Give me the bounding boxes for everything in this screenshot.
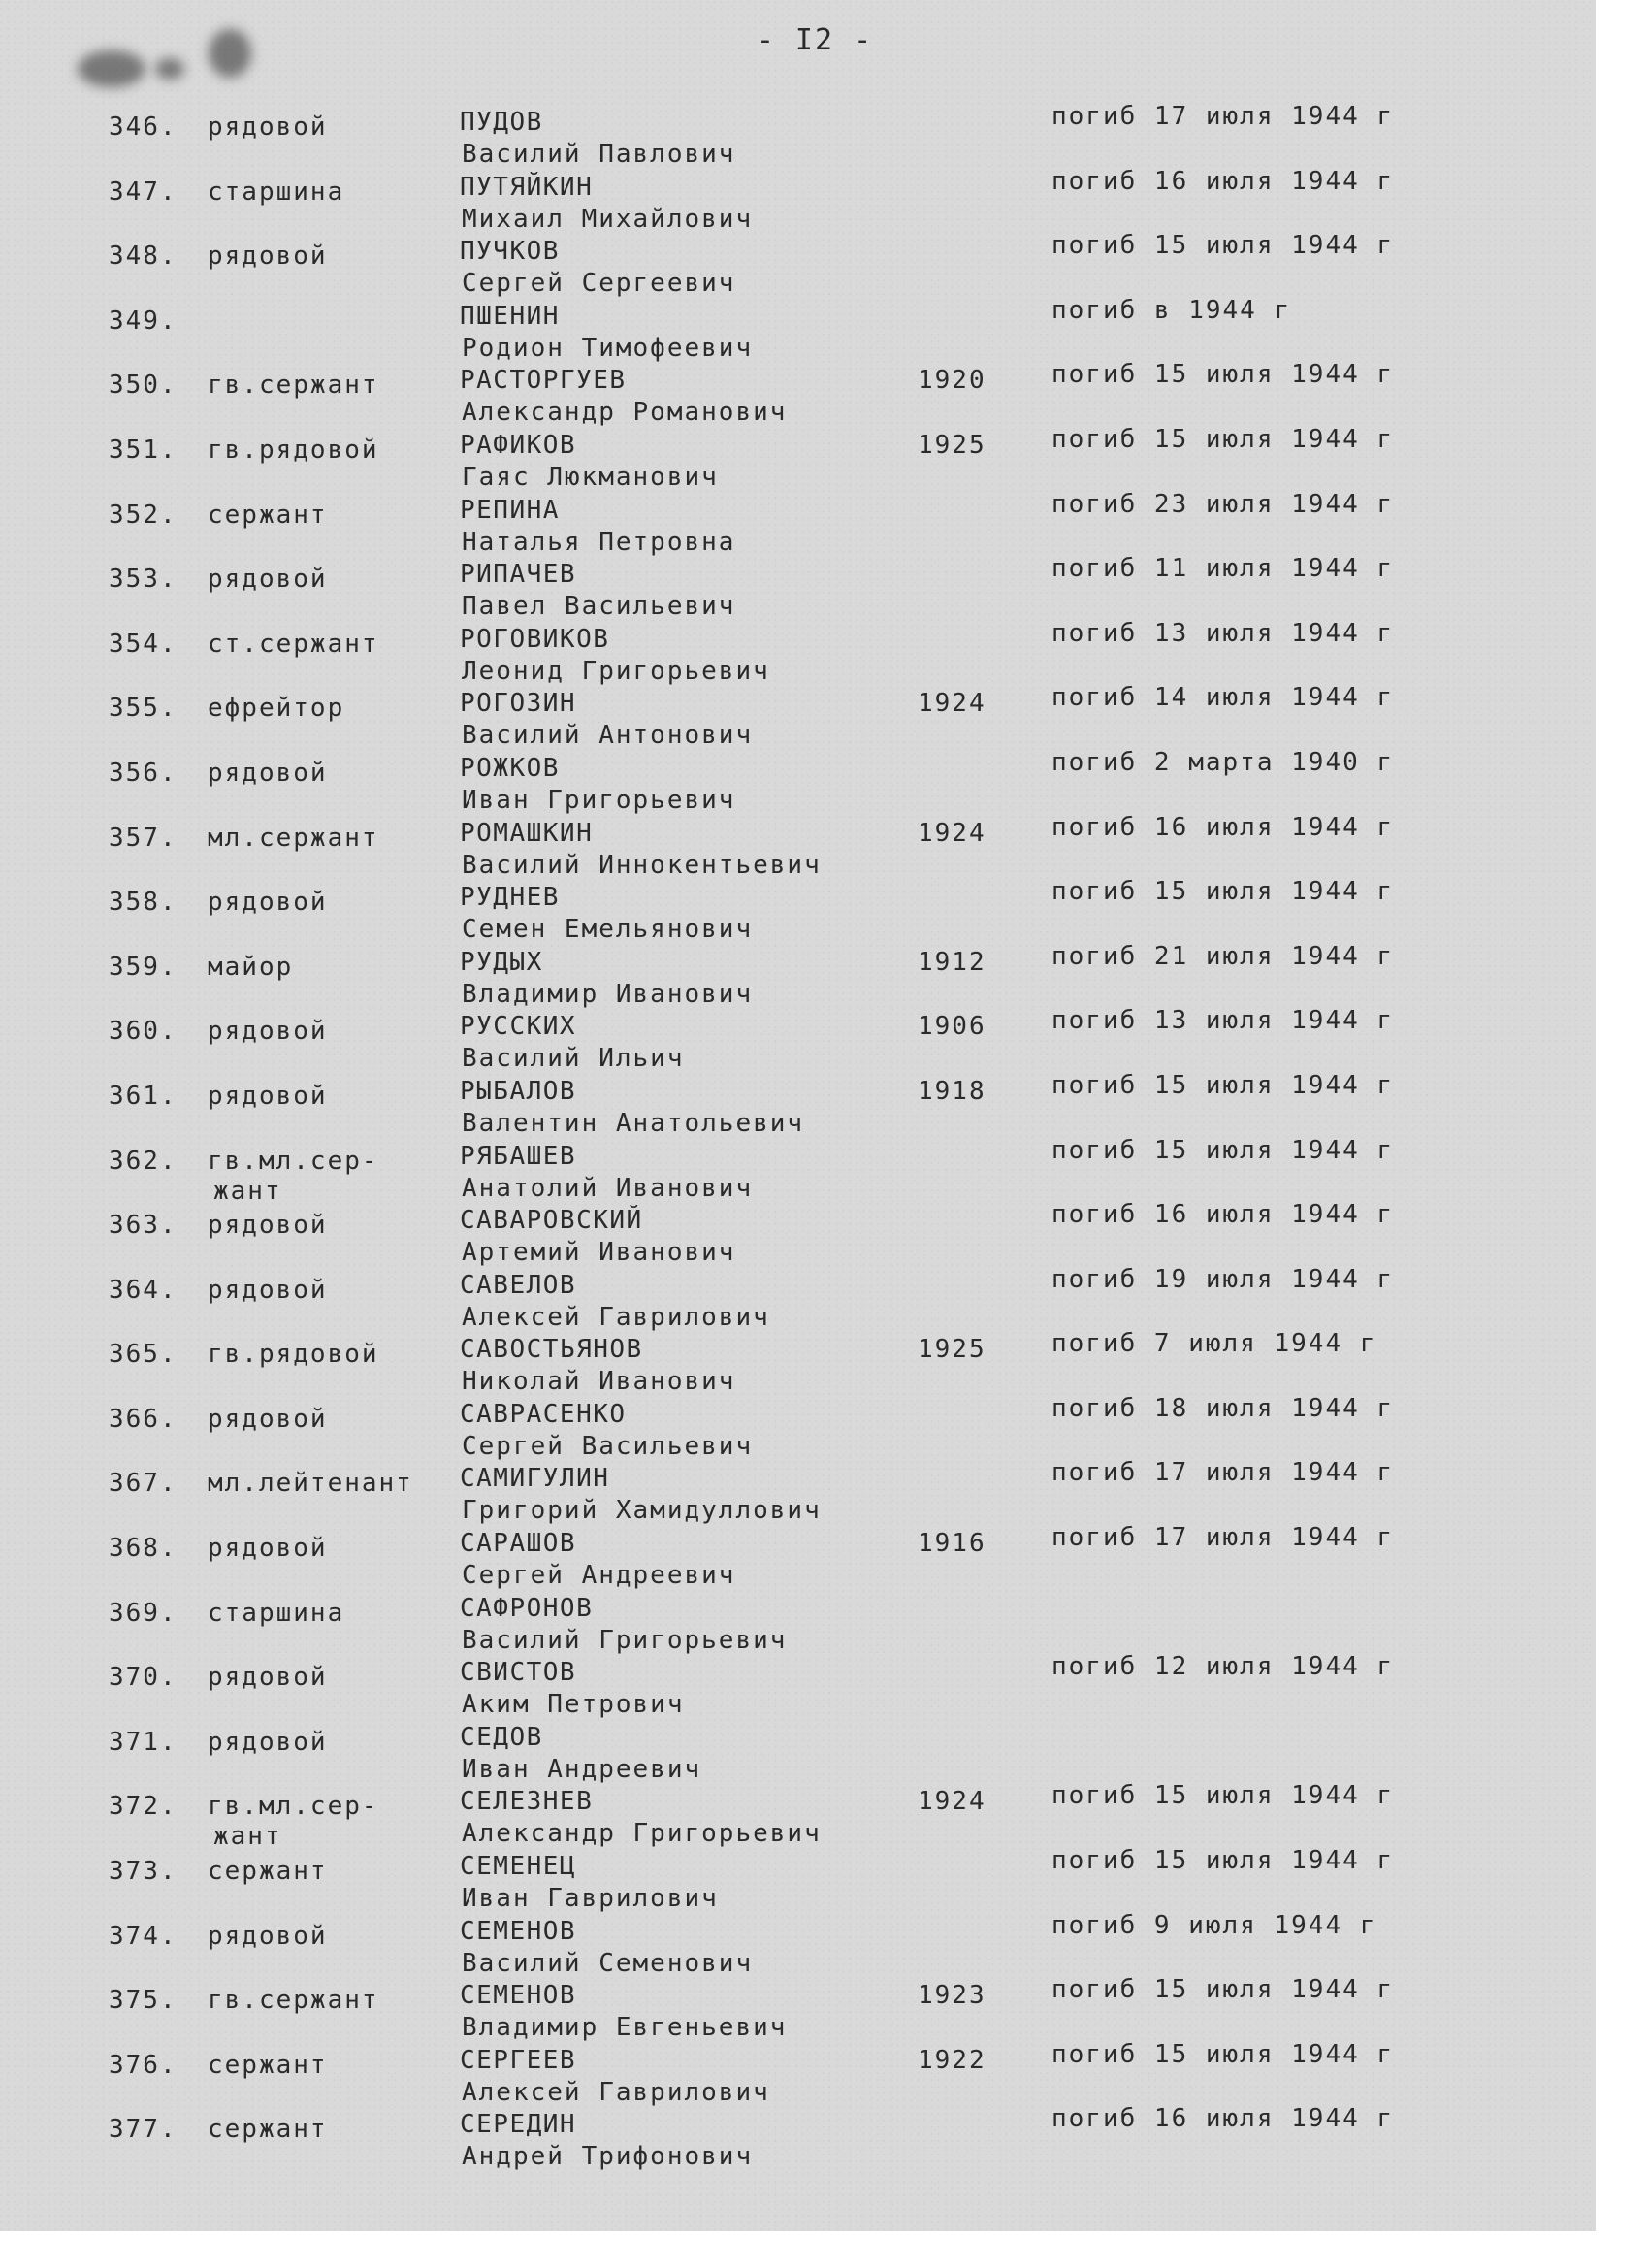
list-item	[0, 811, 1596, 880]
death-date: погиб 21 июля 1944 г	[1051, 941, 1395, 971]
rank-label: гв.рядовой	[208, 1340, 379, 1370]
surname: РУДЫХ	[460, 947, 543, 977]
entry-number: 366.	[109, 1404, 178, 1434]
surname: ПУТЯЙКИН	[460, 172, 594, 202]
given-names: Василий Григорьевич	[462, 1625, 788, 1655]
death-date: погиб 19 июля 1944 г	[1051, 1264, 1395, 1294]
entry-number: 350.	[109, 371, 178, 401]
list-item	[0, 358, 1596, 428]
given-names: Иван Григорьевич	[462, 785, 736, 815]
rank-label: ст.сержант	[208, 629, 379, 659]
list-item	[0, 681, 1596, 751]
death-date: погиб 15 июля 1944 г	[1051, 877, 1395, 907]
death-date: погиб 14 июля 1944 г	[1051, 683, 1395, 713]
rank-label: рядовой	[208, 1017, 328, 1047]
list-item	[0, 1069, 1596, 1138]
death-date: погиб 15 июля 1944 г	[1051, 1975, 1395, 2005]
entry-number: 373.	[109, 1857, 178, 1887]
surname: САВАРОВСКИЙ	[460, 1206, 643, 1236]
given-names: Аким Петрович	[462, 1690, 685, 1720]
surname: РУССКИХ	[460, 1012, 577, 1042]
birth-year: 1912	[918, 947, 986, 977]
rank-label: рядовой	[208, 565, 328, 595]
rank-label: рядовой	[208, 1081, 328, 1111]
given-names: Валентин Анатольевич	[462, 1108, 805, 1138]
list-item	[0, 875, 1596, 945]
surname: СВИСТОВ	[460, 1658, 577, 1688]
entry-number: 351.	[109, 435, 178, 465]
list-item	[0, 1586, 1596, 1655]
entry-number: 360.	[109, 1017, 178, 1047]
entry-number: 375.	[109, 1986, 178, 2016]
surname: СЕМЕНЕЦ	[460, 1852, 577, 1882]
birth-year: 1906	[918, 1012, 986, 1042]
death-date: погиб в 1944 г	[1051, 295, 1292, 325]
list-item	[0, 1456, 1596, 1526]
entry-number: 354.	[109, 629, 178, 659]
birth-year: 1924	[918, 818, 986, 848]
list-item	[0, 1521, 1596, 1591]
rank-label: сержант	[208, 500, 328, 530]
ink-smudge	[155, 58, 184, 80]
entry-number: 361.	[109, 1081, 178, 1111]
given-names: Андрей Трифонович	[462, 2142, 754, 2172]
given-names: Григорий Хамидуллович	[462, 1496, 822, 1526]
given-names: Семен Емельянович	[462, 915, 754, 945]
birth-year: 1925	[918, 1335, 986, 1365]
given-names: Николай Иванович	[462, 1367, 736, 1397]
entry-number: 365.	[109, 1340, 178, 1370]
entry-number: 346.	[109, 113, 178, 142]
surname: РАФИКОВ	[460, 430, 577, 460]
entry-number: 372.	[109, 1792, 178, 1822]
death-date: погиб 12 июля 1944 г	[1051, 1652, 1395, 1682]
surname: РОГОВИКОВ	[460, 624, 610, 654]
given-names: Михаил Михайлович	[462, 204, 754, 234]
list-item	[0, 1844, 1596, 1914]
surname: ПШЕНИН	[460, 301, 560, 331]
death-date: погиб 11 июля 1944 г	[1051, 554, 1395, 584]
death-date: погиб 18 июля 1944 г	[1051, 1393, 1395, 1423]
surname: РИПАЧЕВ	[460, 560, 577, 590]
entry-number: 353.	[109, 565, 178, 595]
list-item	[0, 1198, 1596, 1268]
rank-continuation: жант	[213, 1176, 282, 1206]
death-date: погиб 16 июля 1944 г	[1051, 2104, 1395, 2134]
birth-year: 1924	[918, 1787, 986, 1817]
given-names: Владимир Иванович	[462, 979, 754, 1009]
rank-label: рядовой	[208, 1404, 328, 1434]
given-names: Сергей Андреевич	[462, 1561, 736, 1591]
given-names: Иван Андреевич	[462, 1754, 702, 1784]
surname: САФРОНОВ	[460, 1593, 594, 1623]
surname: САВЕЛОВ	[460, 1270, 577, 1300]
rank-label: рядовой	[208, 758, 328, 788]
death-date: погиб 16 июля 1944 г	[1051, 812, 1395, 842]
birth-year: 1924	[918, 689, 986, 719]
list-item	[0, 1263, 1596, 1332]
birth-year: 1920	[918, 366, 986, 396]
given-names: Сергей Сергеевич	[462, 269, 736, 299]
entry-number: 376.	[109, 2050, 178, 2080]
surname: РУДНЕВ	[460, 883, 560, 913]
entry-number: 357.	[109, 823, 178, 853]
rank-continuation: жант	[213, 1822, 282, 1852]
given-names: Василий Антонович	[462, 721, 754, 751]
entry-number: 358.	[109, 888, 178, 918]
rank-label: гв.сержант	[208, 1986, 379, 2016]
birth-year: 1925	[918, 430, 986, 460]
entry-number: 363.	[109, 1211, 178, 1241]
given-names: Василий Ильич	[462, 1044, 685, 1074]
rank-label: рядовой	[208, 1534, 328, 1564]
list-item	[0, 100, 1596, 169]
entry-number: 374.	[109, 1921, 178, 1951]
casualty-list	[0, 100, 1596, 2172]
death-date: погиб 23 июля 1944 г	[1051, 489, 1395, 519]
list-item	[0, 746, 1596, 815]
list-item	[0, 229, 1596, 299]
death-date: погиб 15 июля 1944 г	[1051, 2039, 1395, 2069]
death-date: погиб 7 июля 1944 г	[1051, 1329, 1377, 1359]
entry-number: 364.	[109, 1275, 178, 1305]
list-item	[0, 423, 1596, 492]
entry-number: 356.	[109, 758, 178, 788]
entry-number: 368.	[109, 1534, 178, 1564]
surname: РАСТОРГУЕВ	[460, 366, 627, 396]
surname: СЕРГЕЕВ	[460, 2045, 577, 2075]
death-date: погиб 17 июля 1944 г	[1051, 1458, 1395, 1488]
given-names: Алексей Гаврилович	[462, 1302, 770, 1332]
list-item	[0, 1715, 1596, 1784]
rank-label: майор	[208, 952, 294, 982]
death-date: погиб 13 июля 1944 г	[1051, 618, 1395, 648]
death-date: погиб 16 июля 1944 г	[1051, 166, 1395, 196]
given-names: Василий Семенович	[462, 1948, 754, 1978]
given-names: Александр Григорьевич	[462, 1819, 822, 1849]
surname: САВОСТЬЯНОВ	[460, 1335, 643, 1365]
rank-label: гв.мл.сер-	[208, 1792, 379, 1822]
list-item	[0, 294, 1596, 363]
surname: СЕРЕДИН	[460, 2110, 577, 2140]
given-names: Гаяс Люкманович	[462, 462, 719, 492]
entry-number: 371.	[109, 1727, 178, 1757]
entry-number: 349.	[109, 306, 178, 336]
death-date: погиб 13 июля 1944 г	[1051, 1006, 1395, 1036]
list-item	[0, 1973, 1596, 2043]
list-item	[0, 1779, 1596, 1852]
death-date: погиб 15 июля 1944 г	[1051, 1781, 1395, 1811]
rank-label: рядовой	[208, 242, 328, 272]
death-date: погиб 15 июля 1944 г	[1051, 360, 1395, 390]
entry-number: 359.	[109, 952, 178, 982]
list-item	[0, 2102, 1596, 2172]
surname: САВРАСЕНКО	[460, 1399, 627, 1429]
given-names: Иван Гаврилович	[462, 1884, 719, 1914]
list-item	[0, 1392, 1596, 1461]
surname: РОЖКОВ	[460, 753, 560, 783]
list-item	[0, 1327, 1596, 1397]
death-date: погиб 16 июля 1944 г	[1051, 1200, 1395, 1230]
rank-label: мл.сержант	[208, 823, 379, 853]
birth-year: 1922	[918, 2045, 986, 2075]
entry-number: 355.	[109, 694, 178, 724]
rank-label: гв.мл.сер-	[208, 1146, 379, 1176]
death-date: погиб 17 июля 1944 г	[1051, 102, 1395, 131]
rank-label: рядовой	[208, 1211, 328, 1241]
surname: РЕПИНА	[460, 495, 560, 525]
rank-label: старшина	[208, 1598, 345, 1628]
given-names: Родион Тимофеевич	[462, 333, 754, 363]
entry-number: 367.	[109, 1469, 178, 1499]
surname: САРАШОВ	[460, 1529, 577, 1559]
death-date: погиб 2 марта 1940 г	[1051, 747, 1395, 777]
entry-number: 347.	[109, 177, 178, 207]
list-item	[0, 488, 1596, 557]
list-item	[0, 617, 1596, 686]
rank-label: рядовой	[208, 888, 328, 918]
rank-label: рядовой	[208, 1921, 328, 1951]
birth-year: 1918	[918, 1076, 986, 1106]
death-date: погиб 9 июля 1944 г	[1051, 1910, 1377, 1940]
given-names: Павел Васильевич	[462, 592, 736, 622]
entry-number: 352.	[109, 500, 178, 530]
birth-year: 1923	[918, 1981, 986, 2011]
page-number: - I2 -	[756, 23, 874, 57]
given-names: Александр Романович	[462, 398, 788, 428]
rank-label: мл.лейтенант	[208, 1469, 413, 1499]
surname: РЫБАЛОВ	[460, 1076, 577, 1106]
death-date: погиб 15 июля 1944 г	[1051, 1070, 1395, 1100]
surname: ПУДОВ	[460, 108, 543, 137]
surname: САМИГУЛИН	[460, 1464, 610, 1494]
entry-number: 377.	[109, 2115, 178, 2145]
surname: РОМАШКИН	[460, 818, 594, 848]
rank-label: гв.сержант	[208, 371, 379, 401]
surname: СЕЛЕЗНЕВ	[460, 1787, 594, 1817]
entry-number: 370.	[109, 1663, 178, 1693]
surname: СЕМЕНОВ	[460, 1916, 577, 1946]
given-names: Леонид Григорьевич	[462, 656, 770, 686]
entry-number: 369.	[109, 1598, 178, 1628]
rank-label: рядовой	[208, 1275, 328, 1305]
birth-year: 1916	[918, 1529, 986, 1559]
rank-label: рядовой	[208, 1727, 328, 1757]
given-names: Владимир Евгеньевич	[462, 2013, 788, 2043]
rank-label: ефрейтор	[208, 694, 345, 724]
death-date: погиб 17 июля 1944 г	[1051, 1523, 1395, 1553]
surname: РОГОЗИН	[460, 689, 577, 719]
entry-number: 362.	[109, 1146, 178, 1176]
death-date: погиб 15 июля 1944 г	[1051, 231, 1395, 261]
surname: РЯБАШЕВ	[460, 1141, 577, 1171]
list-item	[0, 2038, 1596, 2107]
given-names: Сергей Васильевич	[462, 1431, 754, 1461]
given-names: Артемий Иванович	[462, 1238, 736, 1268]
rank-label: рядовой	[208, 1663, 328, 1693]
rank-label: гв.рядовой	[208, 435, 379, 465]
death-date: погиб 15 июля 1944 г	[1051, 1135, 1395, 1165]
list-item	[0, 1909, 1596, 1978]
rank-label: сержант	[208, 2050, 328, 2080]
given-names: Василий Павлович	[462, 140, 736, 169]
surname: СЕМЕНОВ	[460, 1981, 577, 2011]
death-date: погиб 15 июля 1944 г	[1051, 424, 1395, 454]
given-names: Алексей Гаврилович	[462, 2077, 770, 2107]
surname: ПУЧКОВ	[460, 237, 560, 267]
death-date: погиб 15 июля 1944 г	[1051, 1846, 1395, 1876]
list-item	[0, 552, 1596, 622]
surname: СЕДОВ	[460, 1722, 543, 1752]
list-item	[0, 940, 1596, 1009]
given-names: Анатолий Иванович	[462, 1173, 754, 1203]
given-names: Наталья Петровна	[462, 527, 736, 557]
rank-label: сержант	[208, 2115, 328, 2145]
list-item	[0, 1004, 1596, 1074]
list-item	[0, 1650, 1596, 1720]
list-item	[0, 1134, 1596, 1206]
entry-number: 348.	[109, 242, 178, 272]
rank-label: сержант	[208, 1857, 328, 1887]
list-item	[0, 165, 1596, 234]
rank-label: рядовой	[208, 113, 328, 142]
rank-label: старшина	[208, 177, 345, 207]
given-names: Василий Иннокентьевич	[462, 850, 822, 880]
